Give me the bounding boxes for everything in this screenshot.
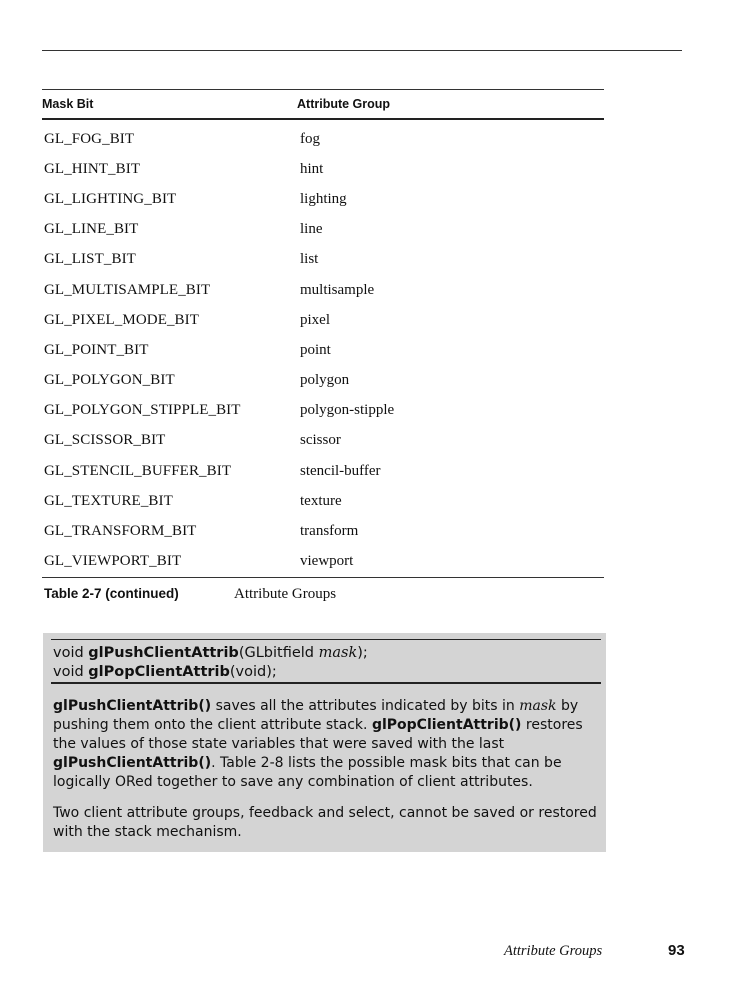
- table-row: [42, 184, 604, 214]
- attribute-group-cell: hint: [300, 160, 324, 177]
- function-name: glPopClientAttrib: [88, 664, 230, 680]
- mask-bit-cell: GL_LIGHTING_BIT: [44, 190, 177, 207]
- paragraph-text: saves all the attributes indicated by bits in: [211, 698, 520, 714]
- table-bottom-rule: [42, 577, 604, 578]
- mask-bit-cell: GL_FOG_BIT: [44, 130, 135, 147]
- column-header-attribute-group: Attribute Group: [297, 97, 391, 111]
- paragraph-text: by pushing them onto the client attribute stack.: [53, 698, 579, 733]
- table-row: [42, 516, 604, 546]
- attribute-group-cell: line: [300, 221, 323, 238]
- table-caption-text: Attribute Groups: [234, 586, 337, 602]
- table-row: [42, 154, 604, 184]
- note-paragraph: Two client attribute groups, feedback and select, cannot be saved or restored with the stack mechanism.: [53, 805, 597, 840]
- table-caption-label: Table 2-7 (continued): [44, 586, 179, 601]
- paragraph-text: restores the values of those state variables that were saved with the last: [53, 717, 583, 752]
- table-row: [42, 124, 604, 154]
- table-row: [42, 486, 604, 516]
- attribute-group-cell: point: [300, 341, 331, 358]
- mask-bit-cell: GL_LIST_BIT: [44, 251, 136, 268]
- table-row: [42, 366, 604, 396]
- table-caption: [44, 586, 336, 603]
- table-row: [42, 456, 604, 486]
- mask-bit-cell: GL_MULTISAMPLE_BIT: [44, 281, 211, 298]
- attribute-group-cell: polygon: [300, 372, 350, 389]
- prototype-args: (void);: [229, 664, 277, 680]
- attribute-group-cell: stencil-buffer: [300, 462, 381, 479]
- mask-bit-cell: GL_POLYGON_STIPPLE_BIT: [44, 402, 241, 419]
- function-ref: glPushClientAttrib(): [53, 755, 212, 771]
- attribute-group-cell: pixel: [300, 311, 330, 328]
- attribute-group-cell: fog: [300, 130, 320, 147]
- mask-bit-cell: GL_HINT_BIT: [44, 160, 141, 177]
- mask-bit-cell: GL_SCISSOR_BIT: [44, 432, 166, 449]
- table-row: [42, 305, 604, 335]
- prototype-args: (GLbitfield: [238, 645, 319, 661]
- function-name: glPushClientAttrib: [88, 645, 239, 661]
- mask-bit-cell: GL_TRANSFORM_BIT: [44, 523, 197, 540]
- prototype-top-rule: [51, 639, 601, 640]
- mask-bit-cell: GL_VIEWPORT_BIT: [44, 553, 182, 570]
- function-summary-box: [43, 633, 606, 852]
- description-paragraph: [53, 697, 598, 792]
- parameter-name: mask: [318, 645, 358, 661]
- table-row: [42, 275, 604, 305]
- function-ref: glPopClientAttrib(): [371, 717, 522, 733]
- table-body: [42, 120, 604, 577]
- attribute-group-cell: texture: [300, 492, 342, 509]
- prototype-return-type: void: [53, 664, 89, 680]
- paragraph-text: . Table 2-8 lists the possible mask bits that can be logically ORed together to save any combination of client attributes.: [53, 755, 562, 790]
- prototype-return-type: void: [53, 645, 89, 661]
- attribute-group-cell: multisample: [300, 281, 375, 298]
- attribute-group-cell: lighting: [300, 190, 347, 207]
- table-row: [42, 396, 604, 426]
- table-row: [42, 335, 604, 365]
- parameter-ref: mask: [519, 698, 557, 714]
- mask-bit-cell: GL_TEXTURE_BIT: [44, 492, 173, 509]
- attribute-group-cell: list: [300, 251, 319, 268]
- mask-bit-cell: GL_POLYGON_BIT: [44, 372, 175, 389]
- table-header: [42, 90, 604, 118]
- table-row: [42, 547, 604, 577]
- table-row: [42, 245, 604, 275]
- running-footer-title: Attribute Groups: [504, 943, 603, 959]
- column-header-mask-bit: Mask Bit: [42, 97, 94, 111]
- table-row: [42, 426, 604, 456]
- function-ref: glPushClientAttrib(): [53, 698, 212, 714]
- attribute-group-cell: transform: [300, 523, 359, 540]
- prototype-args-close: );: [357, 645, 368, 661]
- attribute-group-cell: polygon-stipple: [300, 402, 395, 419]
- mask-bit-cell: GL_STENCIL_BUFFER_BIT: [44, 462, 232, 479]
- mask-bit-cell: GL_PIXEL_MODE_BIT: [44, 311, 200, 328]
- prototype-bottom-rule: [51, 682, 601, 684]
- attribute-group-cell: scissor: [300, 432, 341, 449]
- prototype-pop-client-attrib: [53, 664, 277, 680]
- mask-bit-cell: GL_POINT_BIT: [44, 341, 149, 358]
- prototype-push-client-attrib: [53, 645, 368, 661]
- attribute-table: [42, 89, 604, 578]
- table-row: [42, 215, 604, 245]
- header-rule: [42, 50, 682, 51]
- attribute-group-cell: viewport: [300, 553, 354, 570]
- page-number: 93: [668, 942, 685, 959]
- mask-bit-cell: GL_LINE_BIT: [44, 221, 139, 238]
